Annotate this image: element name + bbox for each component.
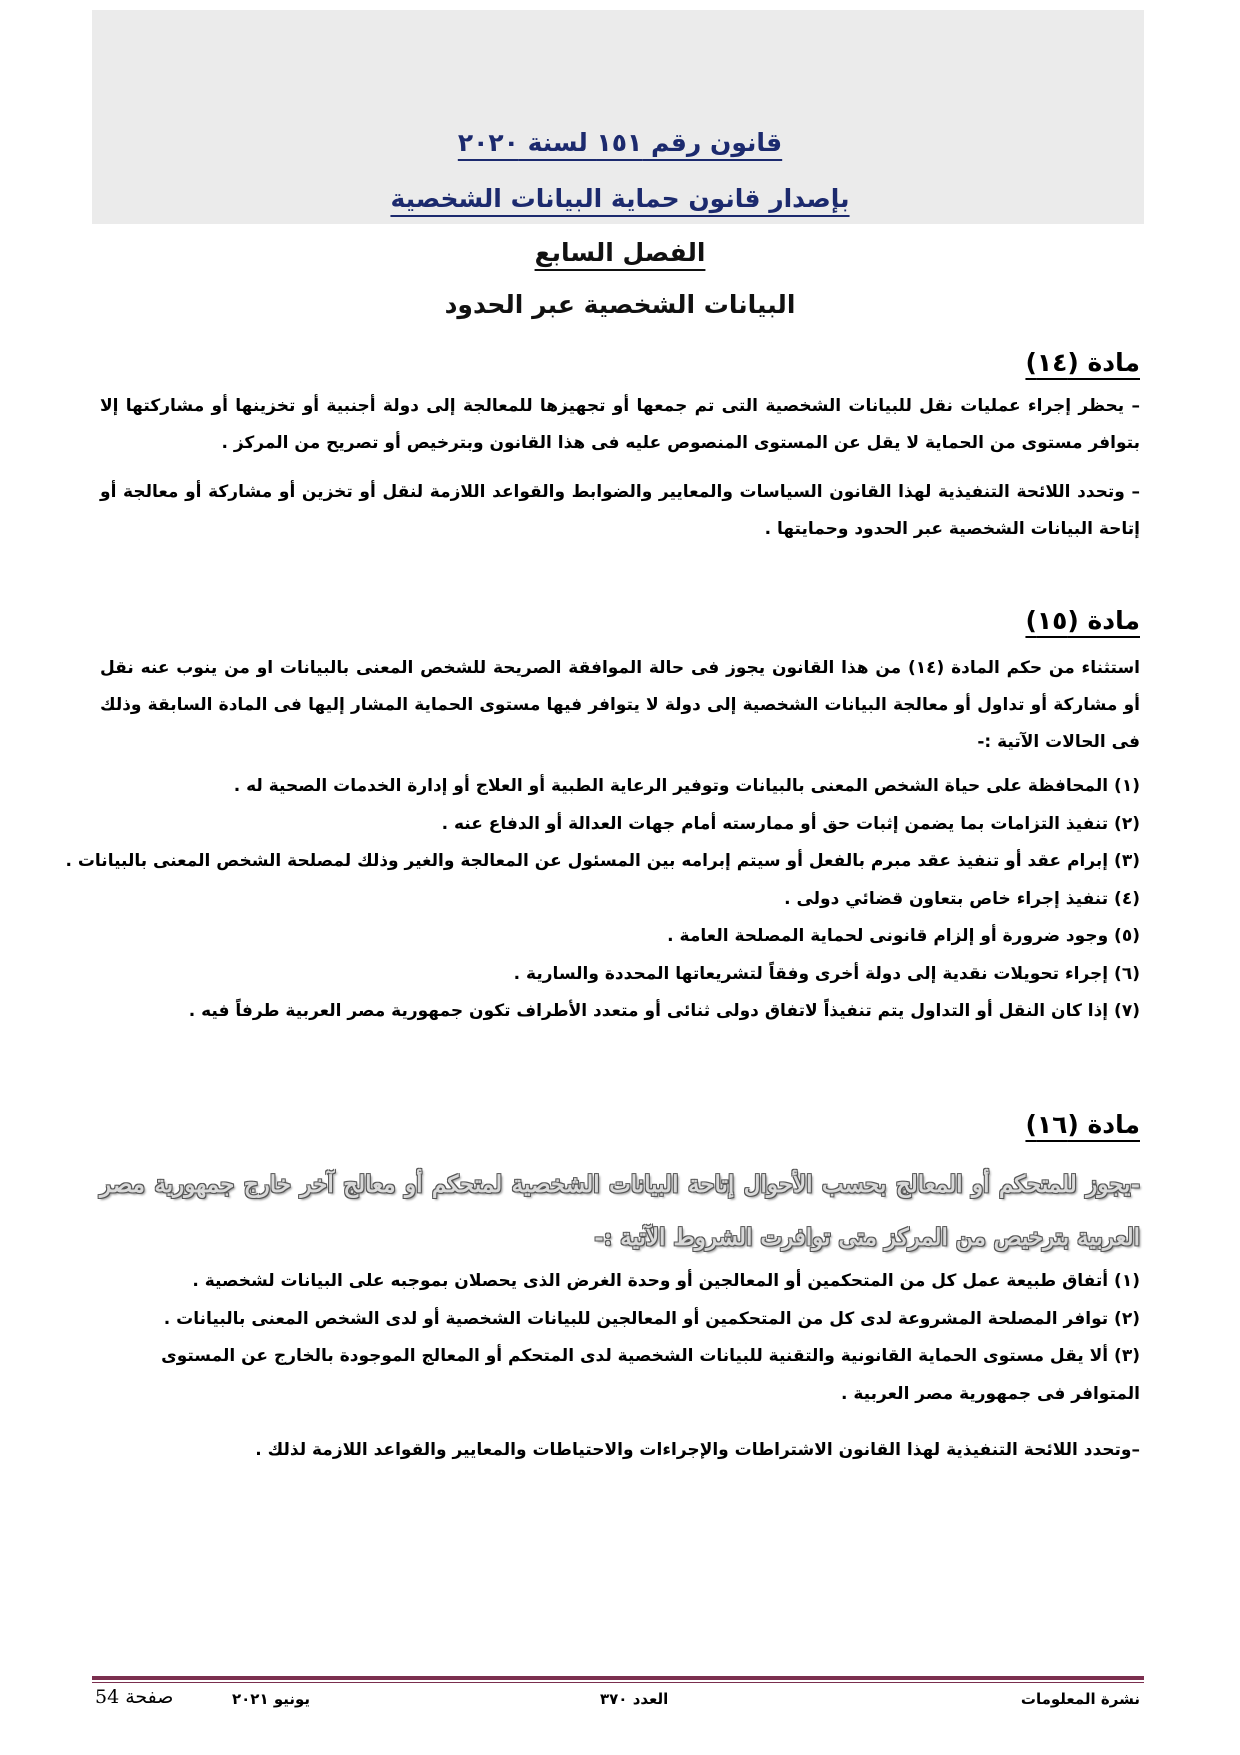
article-16-list xyxy=(100,1263,1140,1413)
article-16-heading: مادة (١٦) xyxy=(1025,1110,1140,1139)
list-item: (٢) توافر المصلحة المشروعة لدى كل من المتحكمين أو المعالجين للبيانات الشخصية أو لدى الشخص المعنى بالبيانات . xyxy=(163,1308,1140,1329)
footer-rule-thin xyxy=(92,1682,1144,1683)
article-15-heading: مادة (١٥) xyxy=(1025,606,1140,635)
chapter-title: الفصل السابع xyxy=(534,238,706,267)
list-item: (٤) تنفيذ إجراء خاص بتعاون قضائي دولى . xyxy=(784,888,1140,909)
article-16-closing: –وتحدد اللائحة التنفيذية لهذا القانون الاشتراطات والإجراءات والاحتياطات والمعايير والقواعد اللازمة لذلك . xyxy=(255,1440,1140,1460)
chapter-subtitle: البيانات الشخصية عبر الحدود xyxy=(444,290,796,319)
list-item: (٢) تنفيذ التزامات بما يضمن إثبات حق أو ممارسته أمام جهات العدالة أو الدفاع عنه . xyxy=(441,813,1140,834)
law-subtitle: بإصدار قانون حماية البيانات الشخصية xyxy=(390,184,850,213)
list-item: (٥) وجود ضرورة أو إلزام قانونى لحماية المصلحة العامة . xyxy=(667,926,1140,946)
list-item: (١) المحافظة على حياة الشخص المعنى بالبيانات وتوفير الرعاية الطبية أو العلاج أو إدارة الخدمات الصحية له . xyxy=(233,776,1140,796)
article-14-heading: مادة (١٤) xyxy=(1025,348,1140,377)
list-item: (١) أتفاق طبيعة عمل كل من المتحكمين أو المعالجين أو وحدة الغرض الذى يحصلان بموجبه على البيانات لشخصية . xyxy=(192,1271,1140,1291)
footer-issue: العدد ٣٧٠ xyxy=(600,1690,669,1708)
article-16-intro: -يجوز للمتحكم أو المعالج بحسب الأحوال إتاحة البيانات الشخصية لمتحكم أو معالج آخر خارج جمهورية مصر العربية بترخيص من المركز متى توافرت الشروط الآتية :- xyxy=(100,1171,1140,1251)
footer-rule xyxy=(92,1676,1144,1680)
list-item: (٧) إذا كان النقل أو التداول يتم تنفيذاً لاتفاق دولى ثنائى أو متعدد الأطراف تكون جمهورية مصر العربية طرفاً فيه . xyxy=(188,1001,1140,1021)
footer-publication: نشرة المعلومات xyxy=(1020,1690,1140,1708)
law-title: قانون رقم ١٥١ لسنة ٢٠٢٠ xyxy=(457,128,783,157)
list-item: (٣) إبرام عقد أو تنفيذ عقد مبرم بالفعل أو سيتم إبرامه بين المسئول عن المعالجة والغير وذلك لمصلحة الشخص المعنى بالبيانات . xyxy=(65,851,1140,871)
article-15-intro: استثناء من حكم المادة (١٤) من هذا القانون يجوز فى حالة الموافقة الصريحة للشخص المعنى بالبيانات او من ينوب عنه نقل أو مشاركة أو تداول أو معالجة البيانات الشخصية إلى دولة لا يتوافر فيها مستوى الحماية المشار إليها فى المادة السابقة وذلك فى الحالات الآتية :- xyxy=(100,658,1140,752)
article-15-list xyxy=(65,768,1140,1031)
footer-date: يونيو ٢٠٢١ xyxy=(232,1690,311,1708)
list-item: (٦) إجراء تحويلات نقدية إلى دولة أخرى وفقاً لتشريعاتها المحددة والسارية . xyxy=(513,963,1140,984)
list-item: (٣) ألا يقل مستوى الحماية القانونية والتقنية للبيانات الشخصية لدى المتحكم أو المعالج الموجودة بالخارج عن المستوى المتوافر فى جمهورية مصر العربية . xyxy=(161,1346,1140,1404)
article-14-paragraph-1: – يحظر إجراء عمليات نقل للبيانات الشخصية التى تم جمعها أو تجهيزها للمعالجة إلى دولة أجنبية أو تخزينها أو مشاركتها إلا بتوافر مستوى من الحماية لا يقل عن المستوى المنصوص عليه فى هذا القانون وبترخيص أو تصريح من المركز . xyxy=(100,396,1140,453)
article-14-paragraph-2: – وتحدد اللائحة التنفيذية لهذا القانون السياسات والمعايير والضوابط والقواعد اللازمة لنقل أو تخزين أو مشاركة أو معالجة أو إتاحة البيانات الشخصية عبر الحدود وحمايتها . xyxy=(100,482,1140,539)
footer-page-number: صفحة 54 xyxy=(95,1686,174,1708)
